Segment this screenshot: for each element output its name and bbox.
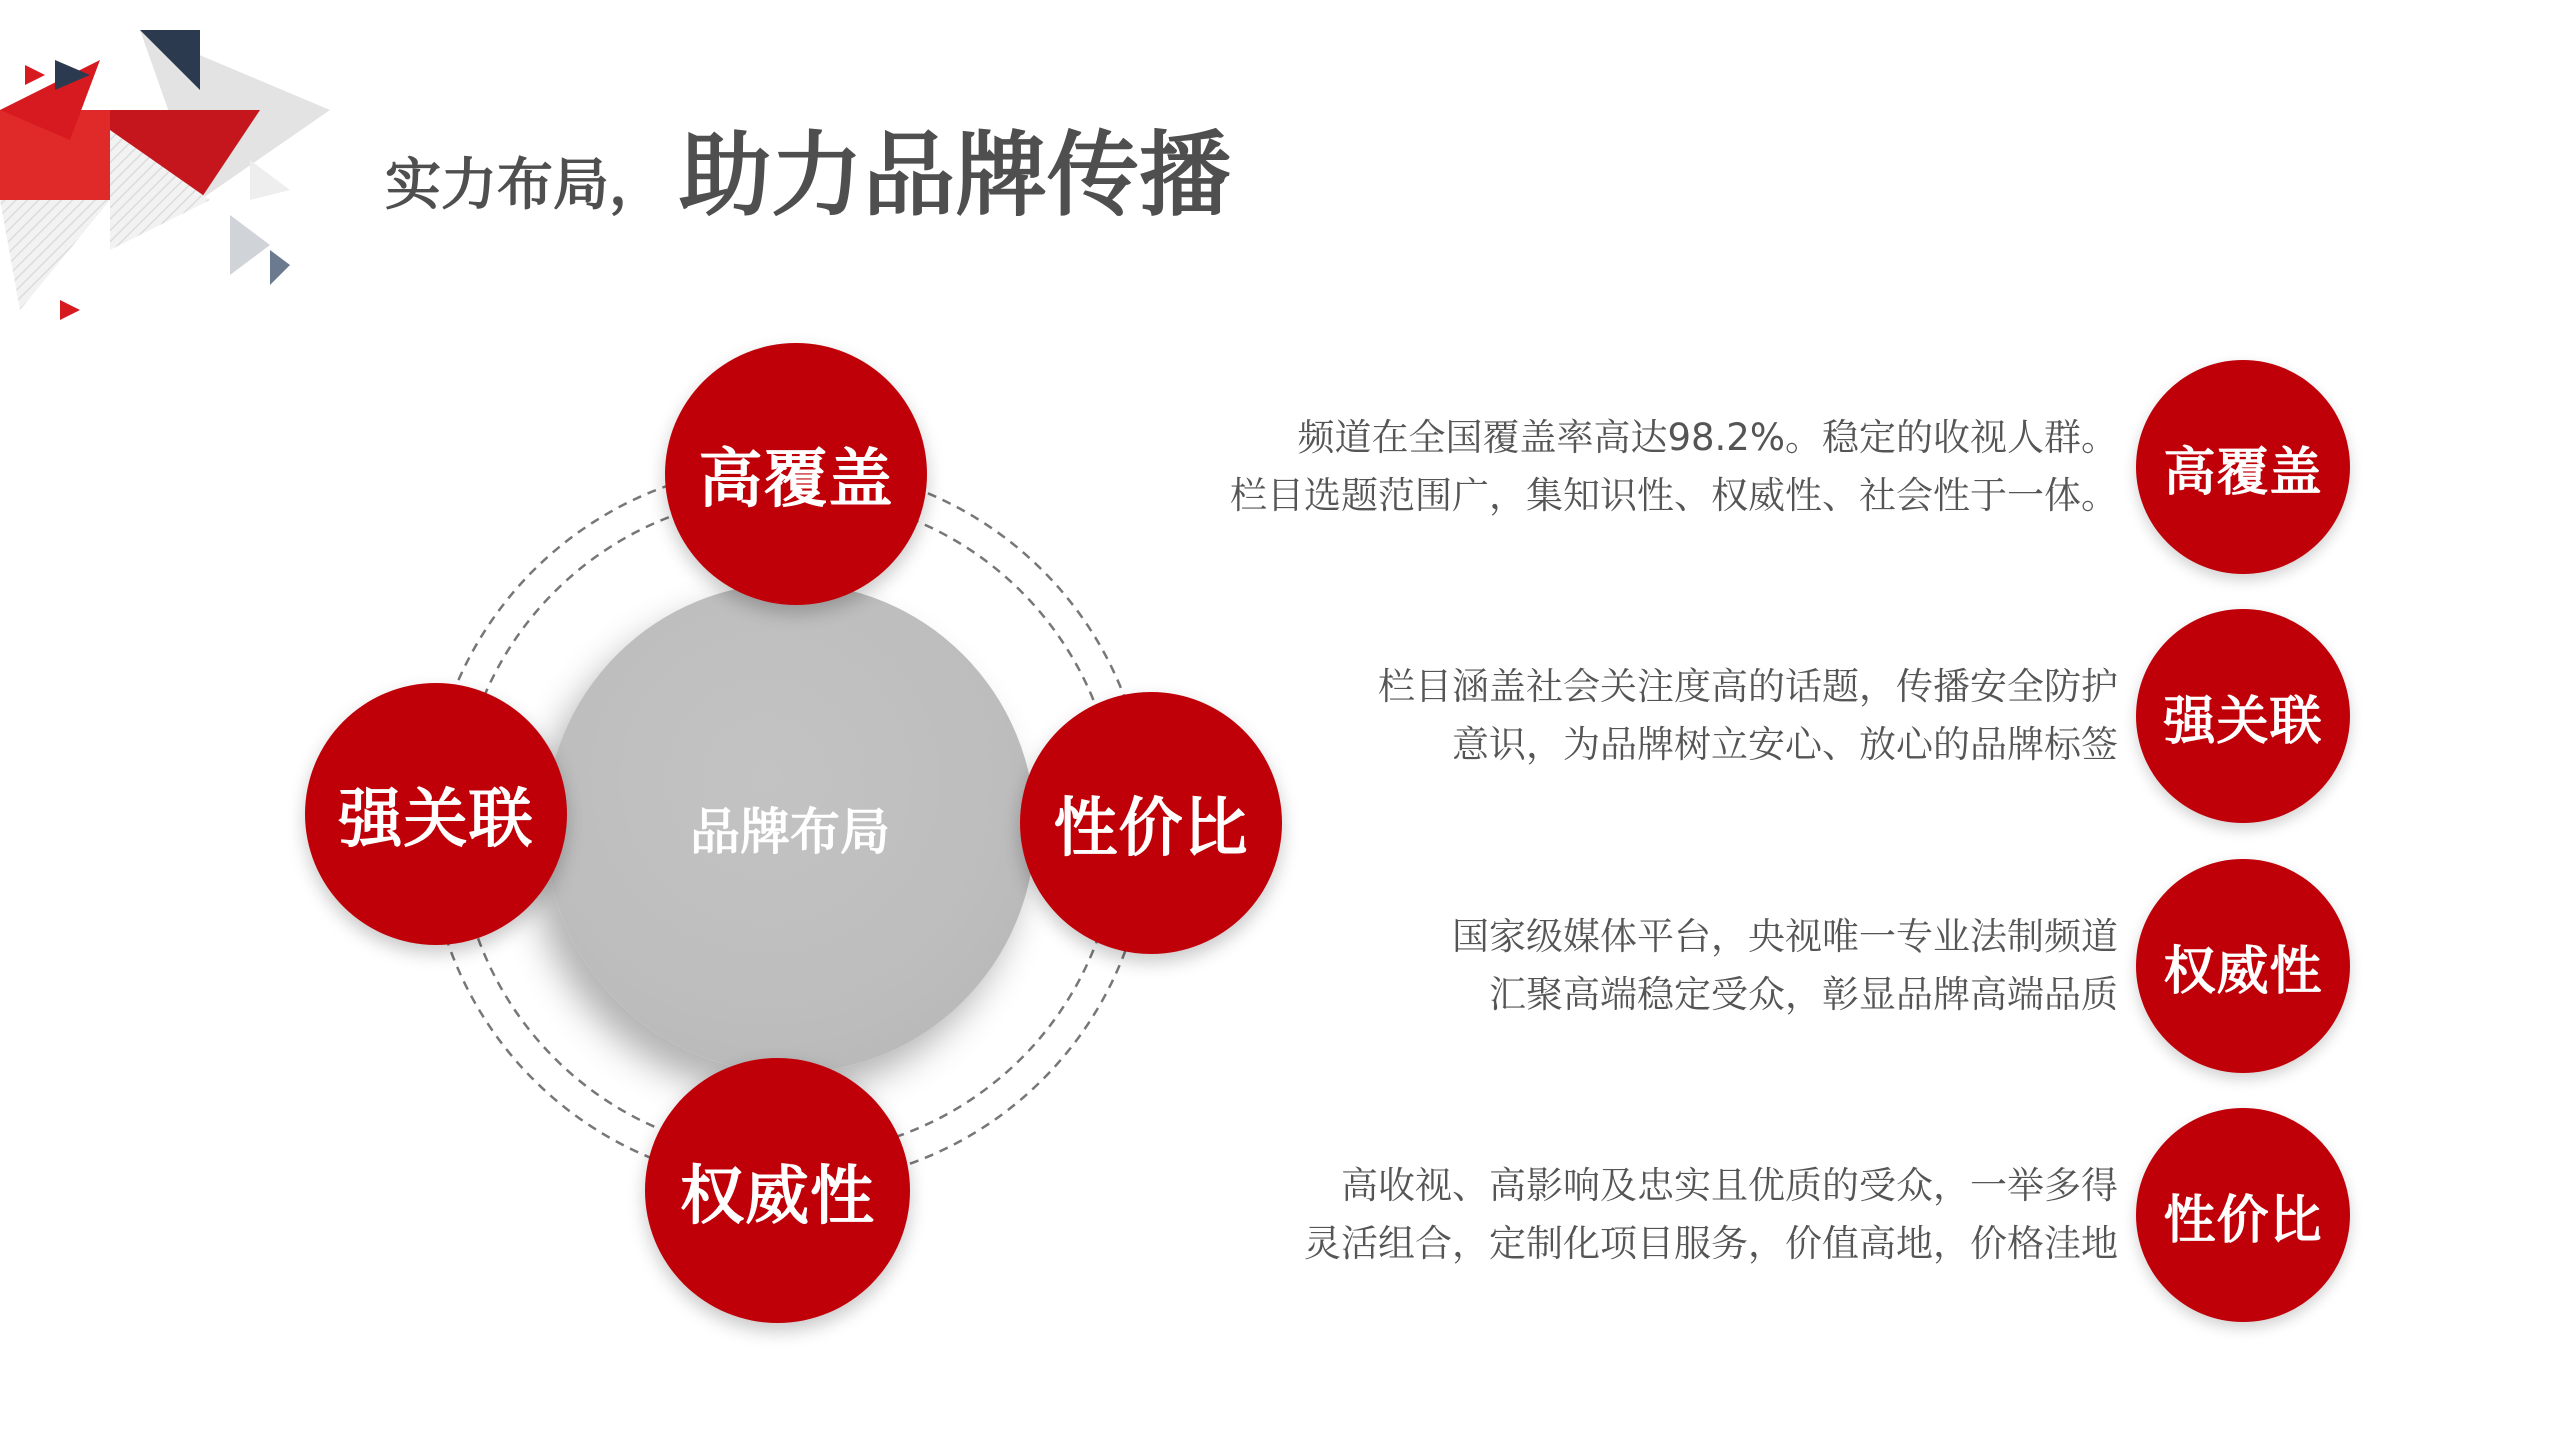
feature-row-coverage xyxy=(1130,357,2350,577)
feature-line: 灵活组合，定制化项目服务，价值高地，价格洼地 xyxy=(1304,1222,2118,1265)
title-main: 助力品牌传播 xyxy=(679,122,1232,229)
feature-badge xyxy=(2136,360,2350,574)
node-authority xyxy=(645,1058,910,1323)
feature-line: 国家级媒体平台，央视唯一专业法制频道 xyxy=(1452,915,2118,958)
node-label: 性价比 xyxy=(1053,792,1249,866)
feature-row-value xyxy=(1130,1105,2350,1325)
feature-line: 高收视、高影响及忠实且优质的受众，一举多得 xyxy=(1341,1164,2118,1207)
feature-badge-label: 强关联 xyxy=(2163,691,2323,752)
node-label: 权威性 xyxy=(680,1159,875,1234)
node-label: 高覆盖 xyxy=(698,443,894,517)
feature-badge xyxy=(2136,859,2350,1073)
feature-badge-label: 高覆盖 xyxy=(2163,442,2323,503)
feature-row-relevance xyxy=(1130,606,2350,826)
feature-line: 频道在全国覆盖率高达98.2%。稳定的收视人群。 xyxy=(1297,416,2118,459)
feature-row-authority xyxy=(1130,856,2350,1076)
feature-line: 栏目涵盖社会关注度高的话题，传播安全防护 xyxy=(1378,665,2118,708)
hub-label: 品牌布局 xyxy=(690,803,890,861)
feature-badge xyxy=(2136,609,2350,823)
feature-description xyxy=(1230,357,2118,577)
feature-description xyxy=(1304,1105,2118,1325)
title-prefix: 实力布局， xyxy=(385,153,665,218)
feature-badge-label: 权威性 xyxy=(2163,941,2323,1002)
feature-line: 意识，为品牌树立安心、放心的品牌标签 xyxy=(1452,723,2118,766)
feature-line: 栏目选题范围广，集知识性、权威性、社会性于一体。 xyxy=(1230,474,2118,517)
feature-line: 汇聚高端稳定受众，彰显品牌高端品质 xyxy=(1489,973,2118,1016)
node-high-coverage xyxy=(665,343,927,605)
node-strong-relevance xyxy=(305,683,567,945)
feature-badge xyxy=(2136,1108,2350,1322)
hub-circle xyxy=(545,583,1035,1073)
feature-description xyxy=(1378,606,2118,826)
feature-badge-label: 性价比 xyxy=(2163,1190,2323,1251)
feature-description xyxy=(1452,856,2118,1076)
node-label: 强关联 xyxy=(338,783,534,857)
